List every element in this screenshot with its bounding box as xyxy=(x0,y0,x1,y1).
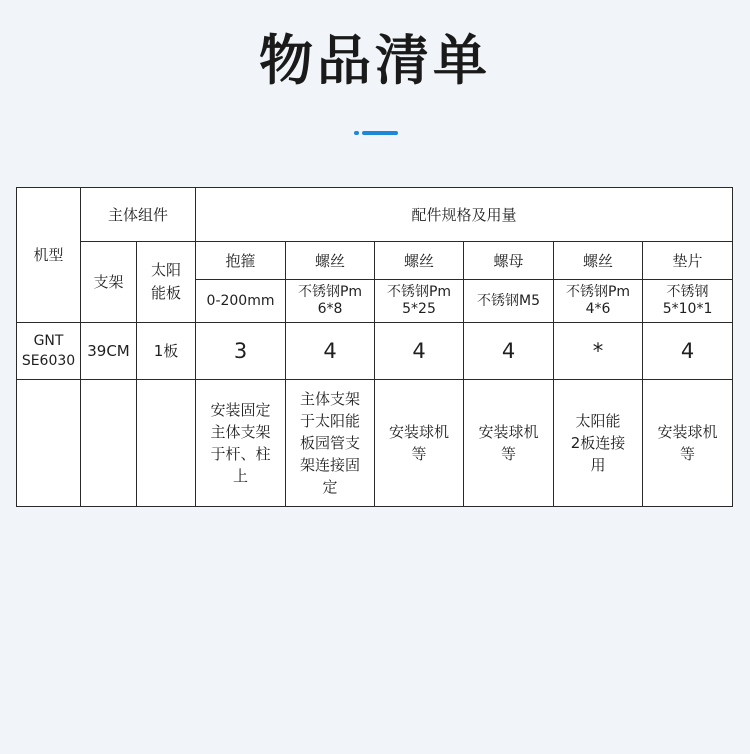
usage-empty-model xyxy=(17,380,81,507)
accessory-name-screw-1: 螺丝 xyxy=(286,242,375,280)
accessory-spec-screw-3: 不锈钢Pm 4*6 xyxy=(554,280,643,323)
usage-empty-bracket xyxy=(81,380,137,507)
accessory-spec-screw-2: 不锈钢Pm 5*25 xyxy=(375,280,464,323)
bracket-header: 支架 xyxy=(81,242,137,323)
title-accent-dot xyxy=(354,131,359,135)
usage-empty-solar xyxy=(137,380,196,507)
accessory-name-nut: 螺母 xyxy=(464,242,554,280)
page-title: 物品清单 xyxy=(259,29,491,92)
solar-panel-header: 太阳 能板 xyxy=(137,242,196,323)
accessory-name-screw-2: 螺丝 xyxy=(375,242,464,280)
main-group-header: 主体组件 xyxy=(81,188,196,242)
model-value: GNT SE6030 xyxy=(17,323,81,380)
quantity-screw-2: 4 xyxy=(375,323,464,380)
accessory-spec-screw-1: 不锈钢Pm 6*8 xyxy=(286,280,375,323)
usage-hoop: 安装固定 主体支架 于杆、柱 上 xyxy=(196,380,286,507)
solar-panel-value: 1板 xyxy=(137,323,196,380)
quantity-screw-3: * xyxy=(554,323,643,380)
usage-washer: 安装球机 等 xyxy=(643,380,733,507)
accessory-name-screw-3: 螺丝 xyxy=(554,242,643,280)
accessory-spec-hoop: 0-200mm xyxy=(196,280,286,323)
title-accent-bar xyxy=(362,131,398,135)
accessory-spec-washer: 不锈钢 5*10*1 xyxy=(643,280,733,323)
usage-screw-1: 主体支架 于太阳能 板园管支 架连接固 定 xyxy=(286,380,375,507)
accessory-name-washer: 垫片 xyxy=(643,242,733,280)
item-list-table xyxy=(16,187,733,507)
quantity-hoop: 3 xyxy=(196,323,286,380)
usage-nut: 安装球机 等 xyxy=(464,380,554,507)
usage-screw-2: 安装球机 等 xyxy=(375,380,464,507)
accessories-group-header: 配件规格及用量 xyxy=(196,188,733,242)
bracket-value: 39CM xyxy=(81,323,137,380)
model-header: 机型 xyxy=(17,188,81,323)
usage-screw-3: 太阳能 2板连接 用 xyxy=(554,380,643,507)
quantity-nut: 4 xyxy=(464,323,554,380)
accessory-spec-nut: 不锈钢M5 xyxy=(464,280,554,323)
quantity-screw-1: 4 xyxy=(286,323,375,380)
quantity-washer: 4 xyxy=(643,323,733,380)
accessory-name-hoop: 抱箍 xyxy=(196,242,286,280)
